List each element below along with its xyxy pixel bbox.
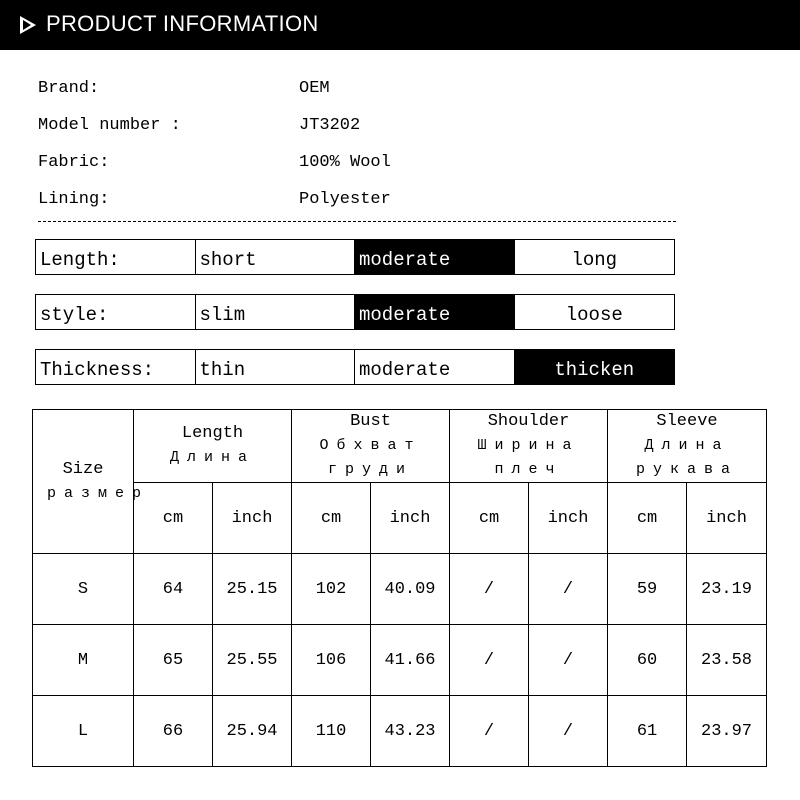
unit-inch: inch bbox=[687, 483, 767, 554]
attr-option: short bbox=[196, 240, 356, 274]
length-inch-cell: 25.94 bbox=[213, 696, 292, 767]
size-header-cell bbox=[33, 410, 150, 554]
shoulder-inch-cell: / bbox=[529, 554, 608, 625]
info-label: Fabric: bbox=[38, 153, 110, 172]
attr-style bbox=[35, 294, 675, 330]
bust-inch-cell: 40.09 bbox=[371, 554, 450, 625]
attr-option: moderate bbox=[355, 240, 515, 274]
info-value: JT3202 bbox=[299, 116, 361, 135]
size-cell: S bbox=[33, 554, 134, 625]
attr-option: long bbox=[571, 249, 618, 271]
size-table bbox=[32, 409, 767, 767]
info-label: Brand: bbox=[38, 79, 100, 98]
group-name: Bust bbox=[350, 412, 391, 431]
length-cm-cell: 65 bbox=[134, 625, 213, 696]
attr-option: slim bbox=[196, 295, 356, 329]
length-cm-cell: 64 bbox=[134, 554, 213, 625]
attr-option: moderate bbox=[355, 350, 515, 384]
table-row bbox=[33, 625, 767, 696]
info-label: Model number : bbox=[38, 116, 181, 135]
unit-cm: cm bbox=[608, 483, 687, 554]
attr-option: moderate bbox=[355, 295, 515, 329]
sleeve-cm-cell: 60 bbox=[608, 625, 687, 696]
unit-inch: inch bbox=[529, 483, 608, 554]
attr-option: thin bbox=[196, 350, 356, 384]
group-header-shoulder bbox=[450, 410, 608, 483]
unit-cm: cm bbox=[450, 483, 529, 554]
sleeve-cm-cell: 59 bbox=[608, 554, 687, 625]
unit-inch: inch bbox=[213, 483, 292, 554]
length-cm-cell: 66 bbox=[134, 696, 213, 767]
bust-inch-cell: 43.23 bbox=[371, 696, 450, 767]
table-row bbox=[33, 696, 767, 767]
shoulder-cm-cell: / bbox=[450, 625, 529, 696]
unit-cm: cm bbox=[134, 483, 213, 554]
attr-label: Thickness: bbox=[36, 350, 196, 384]
attr-thickness bbox=[35, 349, 675, 385]
shoulder-cm-cell: / bbox=[450, 554, 529, 625]
table-row bbox=[33, 554, 767, 625]
dashed-divider bbox=[38, 221, 676, 222]
info-value: Polyester bbox=[299, 190, 391, 209]
bust-cm-cell: 106 bbox=[292, 625, 371, 696]
group-name: Shoulder bbox=[487, 412, 570, 431]
group-name-ru: Ширина плеч bbox=[477, 437, 580, 478]
info-label: Lining: bbox=[38, 190, 110, 209]
sleeve-inch-cell: 23.19 bbox=[687, 554, 767, 625]
group-name-ru: Длина рукава bbox=[636, 437, 739, 478]
size-header: Size bbox=[62, 459, 104, 479]
attr-option: loose bbox=[565, 304, 623, 326]
bust-cm-cell: 110 bbox=[292, 696, 371, 767]
bust-inch-cell: 41.66 bbox=[371, 625, 450, 696]
attr-label: style: bbox=[36, 295, 196, 329]
unit-cm: cm bbox=[292, 483, 371, 554]
shoulder-inch-cell: / bbox=[529, 696, 608, 767]
bust-cm-cell: 102 bbox=[292, 554, 371, 625]
size-header-ru: размер bbox=[47, 484, 150, 502]
group-name: Sleeve bbox=[656, 412, 718, 431]
header-bar bbox=[0, 0, 800, 50]
group-header-bust bbox=[292, 410, 450, 483]
info-value: OEM bbox=[299, 79, 330, 98]
length-inch-cell: 25.15 bbox=[213, 554, 292, 625]
group-header-sleeve bbox=[608, 410, 767, 483]
size-cell: L bbox=[33, 696, 134, 767]
header-title: PRODUCT INFORMATION bbox=[46, 11, 319, 36]
attr-label: Length: bbox=[36, 240, 196, 274]
group-header-length bbox=[134, 410, 292, 483]
sleeve-inch-cell: 23.97 bbox=[687, 696, 767, 767]
group-name-ru: Обхват груди bbox=[319, 437, 422, 478]
sleeve-cm-cell: 61 bbox=[608, 696, 687, 767]
attr-length bbox=[35, 239, 675, 275]
shoulder-inch-cell: / bbox=[529, 625, 608, 696]
size-cell: M bbox=[33, 625, 134, 696]
attr-option: thicken bbox=[515, 350, 674, 384]
group-name: Length bbox=[181, 424, 244, 443]
group-name-ru: Длина bbox=[170, 449, 256, 466]
play-triangle-icon bbox=[20, 16, 36, 34]
unit-inch: inch bbox=[371, 483, 450, 554]
sleeve-inch-cell: 23.58 bbox=[687, 625, 767, 696]
shoulder-cm-cell: / bbox=[450, 696, 529, 767]
length-inch-cell: 25.55 bbox=[213, 625, 292, 696]
info-value: 100% Wool bbox=[299, 153, 391, 172]
